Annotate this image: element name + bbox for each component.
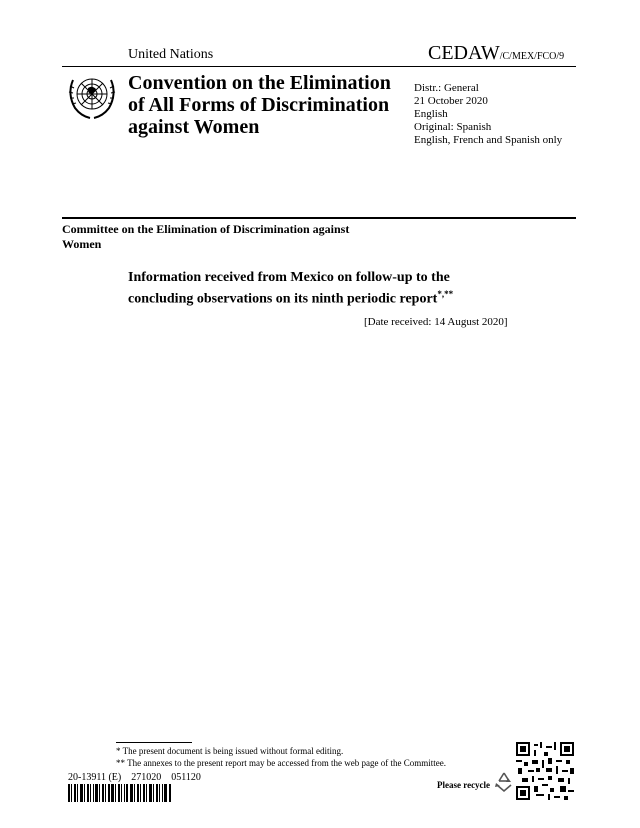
footnotes <box>116 745 446 769</box>
job-number: 20-13911 (E) 271020 051120 <box>68 772 201 783</box>
document-symbol-suffix: /C/MEX/FCO/9 <box>499 51 565 62</box>
footnote-rule <box>116 742 192 743</box>
date-received: [Date received: 14 August 2020] <box>364 316 508 328</box>
footnote-marks: *,** <box>437 289 454 299</box>
languages-only: English, French and Spanish only <box>414 134 563 146</box>
document-symbol-main: CEDAW <box>428 42 500 64</box>
issue-date: 21 October 2020 <box>414 95 488 107</box>
footnote-1: * The present document is being issued without formal editing. <box>116 746 344 756</box>
section-rule <box>62 217 576 219</box>
recycle-icon <box>492 770 516 794</box>
organization-name: United Nations <box>128 47 214 62</box>
footnote-2: ** The annexes to the present report may be accessed from the web page of the Committee. <box>116 758 446 768</box>
distribution-status: Distr.: General <box>414 82 479 94</box>
convention-title: Convention on the Elimination of All Forms of Discrimination against Women <box>128 72 391 138</box>
please-recycle-label: Please recycle <box>437 780 491 790</box>
document-title <box>128 269 508 308</box>
document-title-text: Information received from Mexico on follow-up to the concluding observations on its ninth periodic report <box>128 270 450 307</box>
barcode-icon <box>68 784 172 802</box>
un-emblem-icon <box>64 72 120 124</box>
document-language: English <box>414 108 448 120</box>
qr-code-icon <box>516 742 574 800</box>
committee-name: Committee on the Elimination of Discrimination against Women <box>62 222 350 251</box>
distribution-block <box>414 82 562 147</box>
original-language: Original: Spanish <box>414 121 492 133</box>
document-symbol <box>428 42 564 65</box>
header-rule <box>62 66 576 67</box>
